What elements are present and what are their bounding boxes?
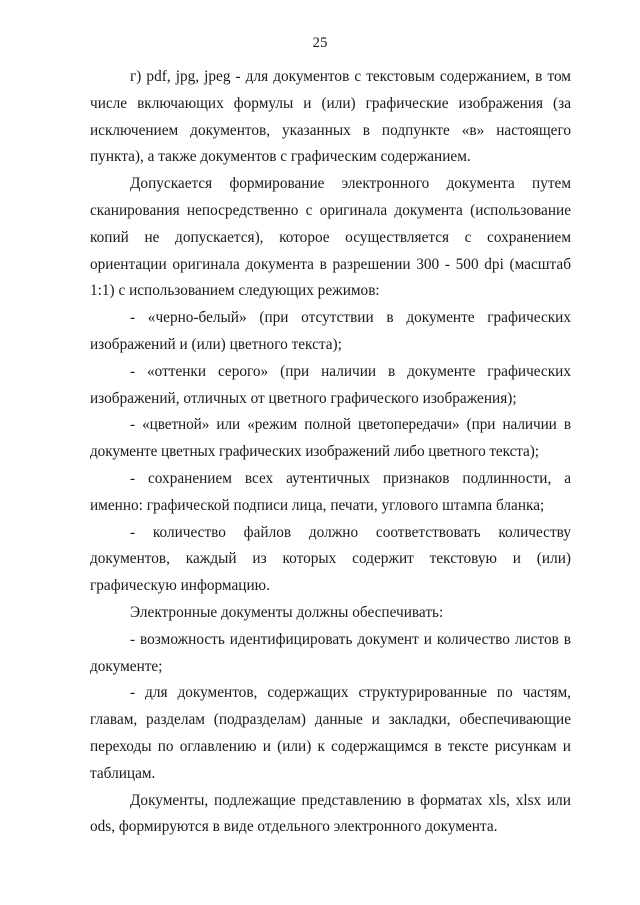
- paragraph-electronic-documents-requirements: Электронные документы должны обеспечивать:: [130, 603, 444, 621]
- paragraph-formats-pdf-jpg: г) pdf, jpg, jpeg - для документов с текстовым содержанием, в том числе включающих формулы и (или) графические изображения (за исключением документов, указанных в подпункте «в» настоящего пункта), а также документов с графическим содержанием.: [90, 68, 571, 166]
- paragraph-spreadsheet-formats: Документы, подлежащие представлению в форматах xls, xlsx или ods, формируются в виде отдельного электронного документа.: [90, 791, 571, 836]
- page-number: 25: [312, 35, 328, 51]
- list-item-file-count: - количество файлов должно соответствовать количеству документов, каждый из которых содержит текстовую и (или) графическую информацию.: [90, 523, 571, 595]
- list-item-grayscale-mode: - «оттенки серого» (при наличии в документе графических изображений, отличных от цветного графического изображения);: [90, 362, 571, 407]
- paragraph-scanning-rules: Допускается формирование электронного документа путем сканирования непосредственно с оригинала документа (использование копий не допускается), которое осуществляется с сохранением ориентации оригинала документа в разрешении 300 - 500 dpi (масштаб 1:1) с использованием следующих режимов:: [90, 175, 571, 300]
- document-body: [90, 64, 571, 841]
- list-item-authenticity-signs: - сохранением всех аутентичных признаков подлинности, а именно: графической подписи лица, печати, углового штампа бланка;: [90, 469, 571, 514]
- list-item-color-mode: - «цветной» или «режим полной цветопередачи» (при наличии в документе цветных графических изображений либо цветного текста);: [90, 416, 571, 461]
- list-item-identification: - возможность идентифицировать документ и количество листов в документе;: [90, 630, 571, 675]
- list-item-structured-navigation: - для документов, содержащих структурированные по частям, главам, разделам (подразделам) данные и закладки, обеспечивающие переходы по оглавлению и (или) к содержащимся в тексте рисункам и таблицам.: [90, 684, 571, 782]
- list-item-black-white-mode: - «черно-белый» (при отсутствии в документе графических изображений и (или) цветного текста);: [90, 309, 571, 353]
